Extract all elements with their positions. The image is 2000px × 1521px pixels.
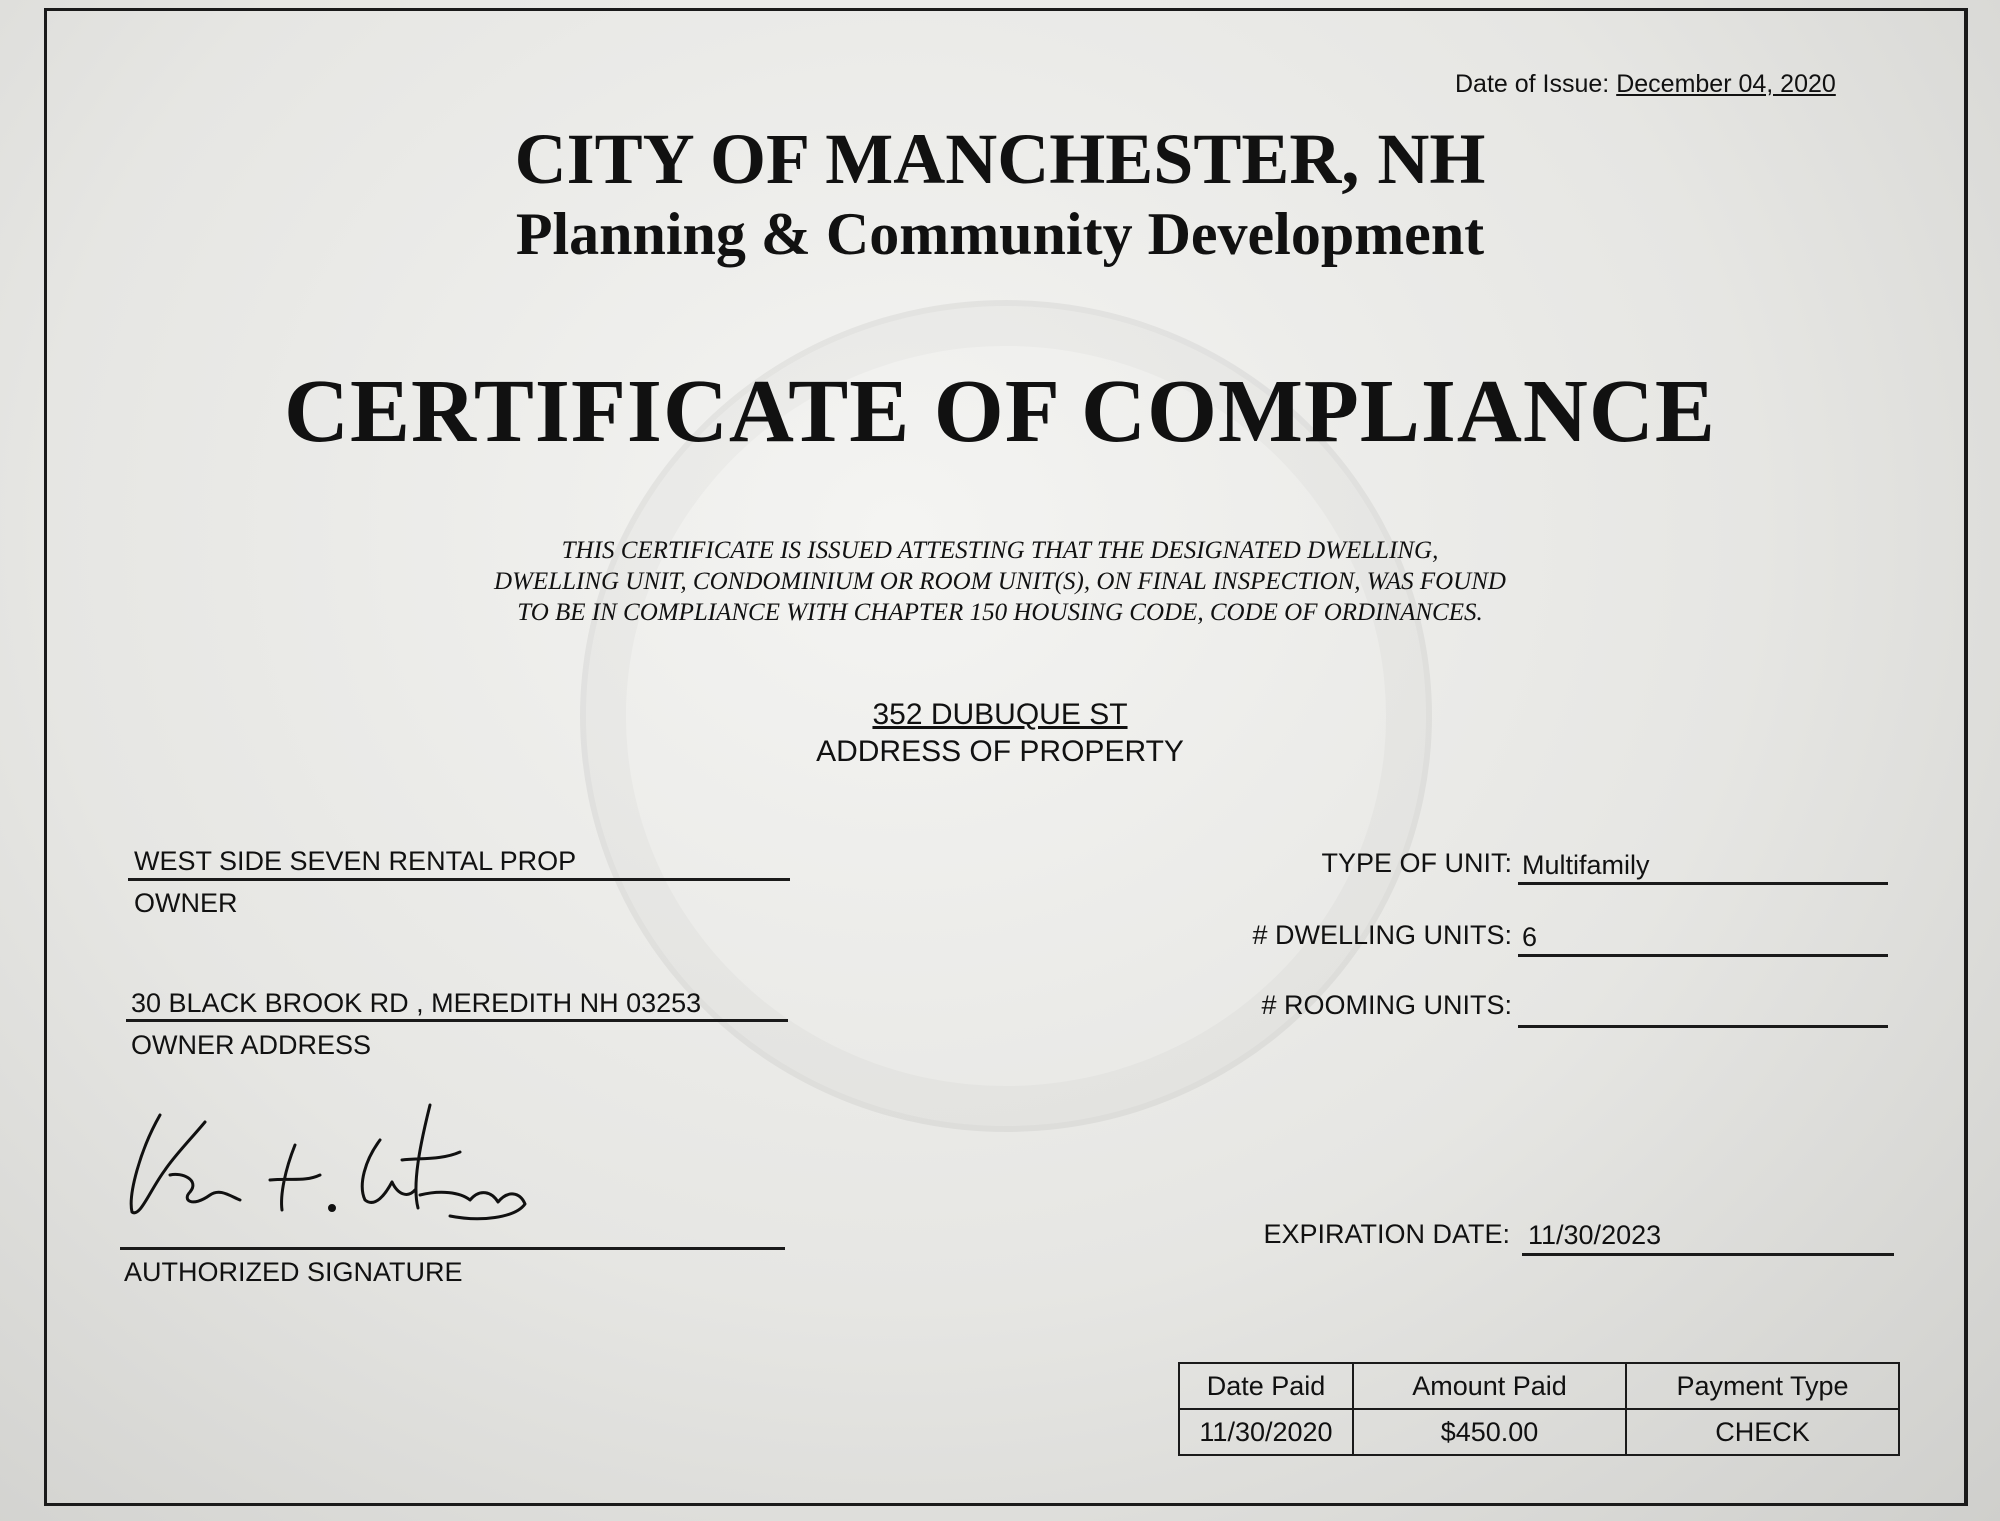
type-of-unit-line	[1518, 882, 1888, 885]
owner-address: 30 BLACK BROOK RD , MEREDITH NH 03253	[131, 988, 702, 1018]
attestation-line-1: THIS CERTIFICATE IS ISSUED ATTESTING THAT THE DESIGNATED DWELLING,	[561, 537, 1439, 564]
expiration-date-label: EXPIRATION DATE:	[1263, 1219, 1510, 1249]
owner-address-caption: OWNER ADDRESS	[131, 1030, 372, 1060]
attestation-text	[0, 535, 2000, 628]
department-heading: Planning & Community Development	[515, 201, 1485, 267]
attestation-line-2: DWELLING UNIT, CONDOMINIUM OR ROOM UNIT(S), ON FINAL INSPECTION, WAS FOUND	[494, 568, 1506, 595]
dwelling-units-value: 6	[1522, 922, 1538, 952]
header-date-paid: Date Paid	[1179, 1363, 1353, 1409]
date-of-issue	[1455, 70, 1836, 99]
attestation-line-3: TO BE IN COMPLIANCE WITH CHAPTER 150 HOUSING CODE, CODE OF ORDINANCES.	[517, 599, 1483, 626]
payment-header-row	[1179, 1363, 1899, 1409]
owner-name: WEST SIDE SEVEN RENTAL PROP	[134, 846, 577, 876]
expiration-date-line	[1522, 1253, 1894, 1256]
owner-name-line	[128, 878, 790, 881]
rooming-units-label: # ROOMING UNITS:	[1261, 990, 1512, 1020]
authorized-signature-image	[120, 1100, 540, 1230]
certificate-title: CERTIFICATE OF COMPLIANCE	[284, 362, 1716, 461]
payment-value-row	[1179, 1409, 1899, 1455]
rooming-units-line	[1518, 1025, 1888, 1028]
payment-table	[1178, 1362, 1900, 1456]
date-of-issue-label: Date of Issue:	[1455, 70, 1610, 98]
owner-caption: OWNER	[134, 888, 238, 918]
value-payment-type: CHECK	[1626, 1409, 1899, 1455]
value-date-paid: 11/30/2020	[1179, 1409, 1353, 1455]
value-amount-paid: $450.00	[1353, 1409, 1626, 1455]
owner-address-line	[126, 1019, 788, 1022]
property-address-caption: ADDRESS OF PROPERTY	[816, 735, 1184, 768]
property-address: 352 DUBUQUE ST	[872, 698, 1128, 731]
city-heading: CITY OF MANCHESTER, NH	[514, 119, 1486, 199]
type-of-unit-label: TYPE OF UNIT:	[1321, 848, 1512, 878]
authorized-signature-caption: AUTHORIZED SIGNATURE	[124, 1257, 463, 1287]
expiration-date-value: 11/30/2023	[1528, 1220, 1662, 1250]
date-of-issue-value: December 04, 2020	[1616, 70, 1836, 98]
header-payment-type: Payment Type	[1626, 1363, 1899, 1409]
signature-line	[120, 1247, 785, 1250]
type-of-unit-value: Multifamily	[1522, 850, 1650, 880]
dwelling-units-line	[1518, 954, 1888, 957]
dwelling-units-label: # DWELLING UNITS:	[1252, 920, 1512, 950]
header-amount-paid: Amount Paid	[1353, 1363, 1626, 1409]
